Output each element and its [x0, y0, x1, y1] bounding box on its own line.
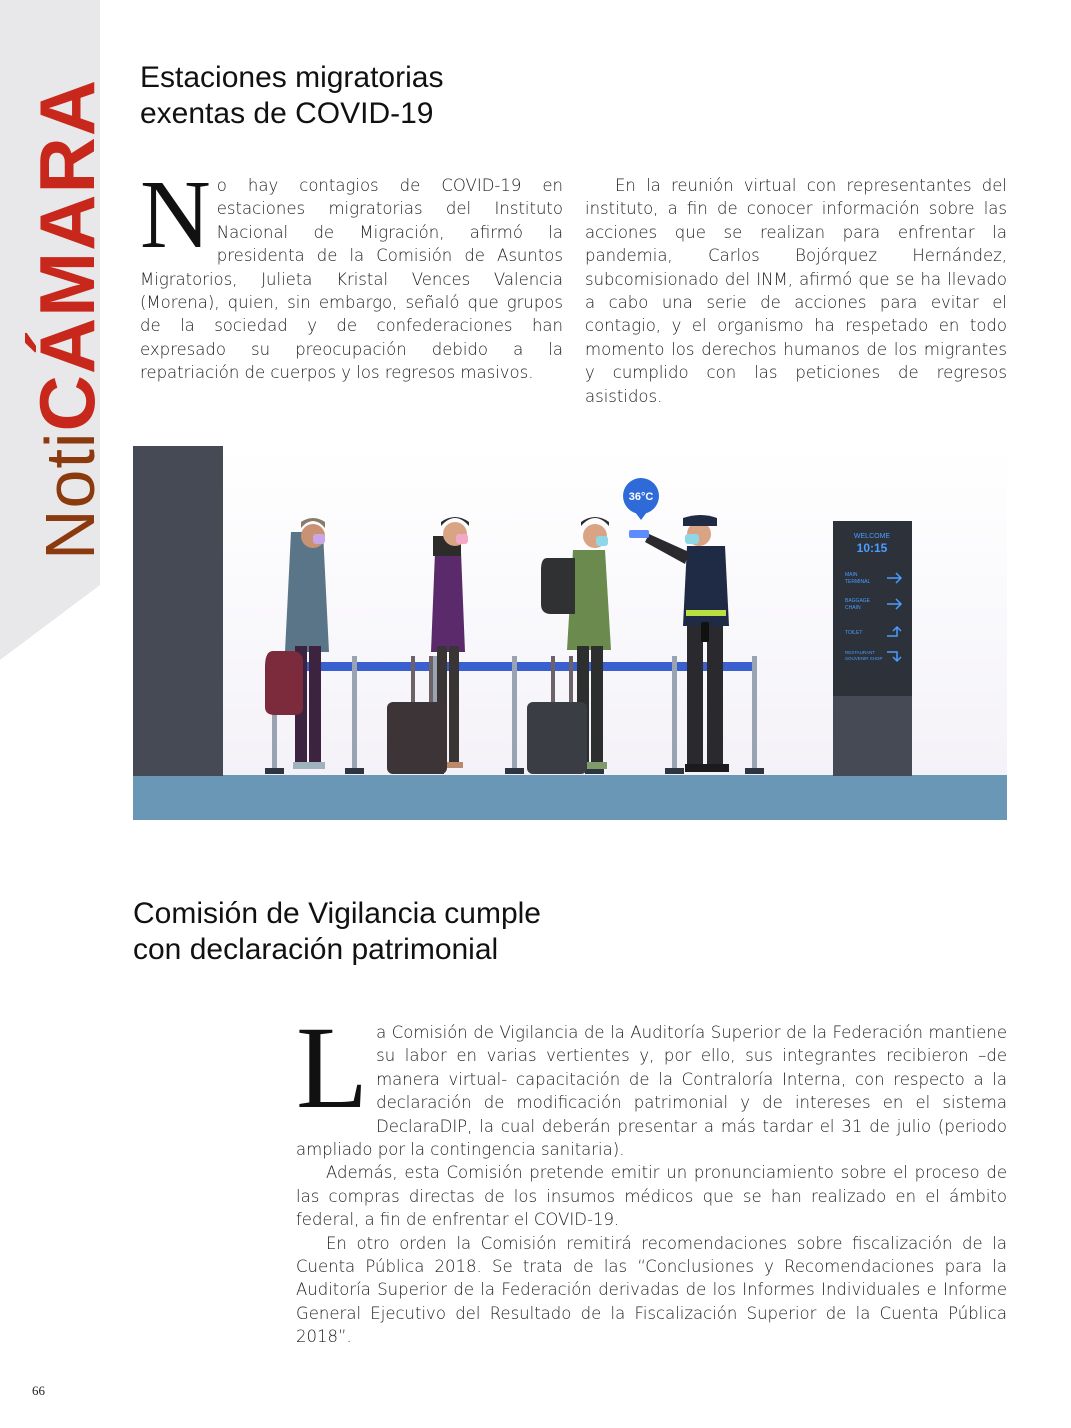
article2-title-line2: con declaración patrimonial — [133, 933, 499, 966]
article1-dropcap: N — [140, 161, 211, 269]
sign-toilet: TOILET — [845, 630, 863, 636]
sign-main-2: TERMINAL — [845, 579, 871, 585]
pillar — [133, 446, 223, 776]
sign-restaurant-1: RESTAURANT — [845, 650, 876, 655]
article1-title — [140, 60, 443, 132]
article1-paragraph-2: En la reunión virtual con representantes del instituto, a fin de conocer información sobre las acciones que se realizan para enfrentar la pandemia, Carlos Bojórquez Hernández, subcomisionado del INM, afirmó que se ha llevado a cabo una serie de acciones para evitar el contagio, y el organismo ha respetado en todo momento los derechos humanos de los migrantes y cumplido con las peticiones de regresos asistidos. — [585, 176, 1007, 406]
sign-main-1: MAIN — [845, 572, 858, 578]
sign-restaurant-2: SOUVENIR SHOP — [845, 656, 883, 661]
page-number: 66 — [32, 1383, 45, 1398]
article2-body — [296, 1002, 1007, 1349]
article2-paragraph-1: a Comisión de Vigilancia de la Auditoría Superior de la Federación mantiene su labor en varias vertientes y, por ello, sus integrantes recibieron –de manera virtual- capacitación de la Contraloría Interna, con respecto a la declaración de modificación patrimonial y de intereses en el sistema DeclaraDIP, la cual deberán presentar a más tardar el 31 de julio (periodo ampliado por la contingencia sanitaria). — [296, 1023, 1007, 1160]
article2-paragraph-2: Además, esta Comisión pretende emitir un pronunciamiento sobre el proceso de las compras directas de los insumos médicos que se han realizado en el ámbito federal, a fin de enfrentar el COVID-19. — [296, 1163, 1007, 1230]
temperature-label: 36°C — [628, 491, 654, 503]
article1-paragraph-1: o hay contagios de COVID-19 en estaciones migratorias del Instituto Nacional de Migración, afirmó la presidenta de la Comisión de Asuntos Migratorios, Julieta Kristal Vences Valencia (Morena), quien, sin embargo, señaló que grupos de la sociedad y de confederaciones han expresado su preocupación debido a la repatriación de cuerpos y los regresos masivos. — [140, 176, 563, 383]
article2-dropcap: L — [296, 1002, 369, 1133]
article1-title-line1: Estaciones migratorias — [140, 61, 444, 94]
sign-welcome: WELCOME — [853, 533, 891, 540]
article1-title-line2: exentas de COVID-19 — [140, 97, 434, 130]
article2-title-line1: Comisión de Vigilancia cumple — [133, 897, 541, 930]
article2-paragraph-3: En otro orden la Comisión remitirá recomendaciones sobre fiscalización de la Cuenta Pública 2018. Se trata de las “Conclusiones y Recomendaciones para la Auditoría Superior de la Federación derivadas de los Informes Individuales e Informe General Ejecutivo del Resultado de la Fiscalización Superior de la Cuenta Pública 2018”. — [296, 1233, 1007, 1347]
masthead-logo — [23, 78, 111, 560]
sign-baggage-2: CHAIN — [845, 605, 861, 611]
article2-title — [133, 896, 541, 968]
airport-screening-illustration — [133, 446, 1007, 820]
article1-column-2 — [585, 174, 1007, 408]
floor — [133, 775, 1007, 820]
information-sign — [833, 521, 912, 776]
article1-column-1 — [140, 161, 563, 385]
masthead-prefix: Noti — [31, 431, 109, 560]
sign-time: 10:15 — [856, 541, 888, 555]
sign-baggage-1: BAGGAGE — [845, 598, 871, 604]
masthead-brand: CÁMARA — [23, 78, 111, 432]
